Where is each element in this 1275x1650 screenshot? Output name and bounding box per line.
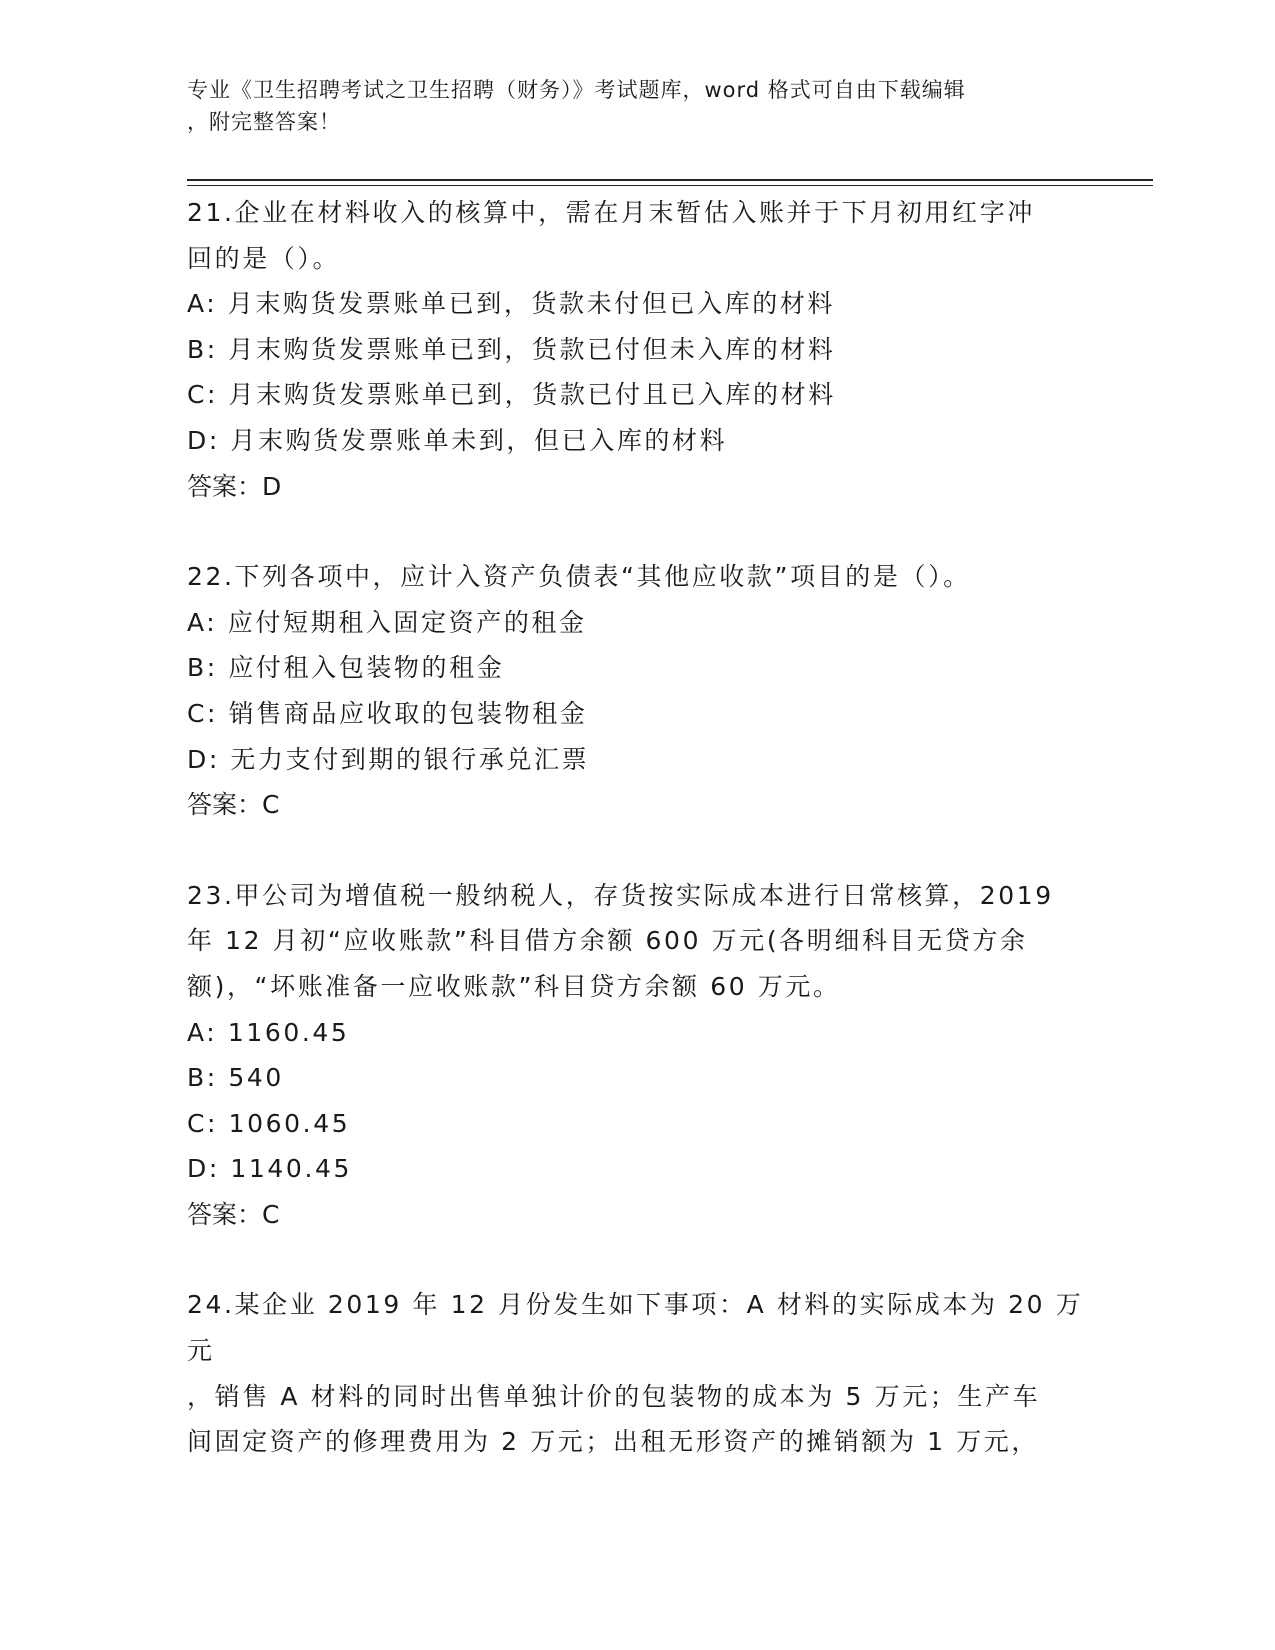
option-d: D: 1140.45 — [187, 1154, 353, 1184]
question-title-line: 24.某企业 2019 年 12 月份发生如下事项：A 材料的实际成本为 20 万元 — [187, 1290, 1084, 1366]
question-title-line: 23.甲公司为增值税一般纳税人，存货按实际成本进行日常核算，2019 — [187, 880, 1054, 910]
question-title-line: 间固定资产的修理费用为 2 万元；出租无形资产的摊销额为 1 万元， — [187, 1427, 1040, 1457]
option-a: A: 月末购货发票账单已到，货款未付但已入库的材料 — [187, 289, 836, 319]
answer: 答案：D — [187, 471, 282, 501]
answer: 答案：C — [187, 1199, 280, 1229]
question-title-line: 回的是（）。 — [187, 243, 341, 273]
question-title-line: 额)，“坏账准备一应收账款”科目贷方余额 60 万元。 — [187, 971, 841, 1001]
question-24 — [187, 1282, 1087, 1464]
option-a: A: 应付短期租入固定资产的租金 — [187, 607, 587, 637]
question-21 — [187, 190, 1087, 509]
document-header — [187, 74, 1067, 138]
question-title-line: 21.企业在材料收入的核算中，需在月末暂估入账并于下月初用红字冲 — [187, 198, 1035, 227]
question-22 — [187, 554, 1087, 828]
option-c: C: 月末购货发票账单已到，货款已付且已入库的材料 — [187, 380, 836, 410]
question-23 — [187, 873, 1087, 1238]
option-b: B: 540 — [187, 1063, 284, 1093]
option-b: B: 应付租入包装物的租金 — [187, 653, 505, 683]
option-a: A: 1160.45 — [187, 1017, 350, 1047]
header-divider-thick — [187, 179, 1153, 181]
option-d: D: 无力支付到期的银行承兑汇票 — [187, 744, 590, 774]
answer: 答案：C — [187, 790, 280, 820]
option-d: D: 月末购货发票账单未到，但已入库的材料 — [187, 425, 728, 455]
header-line-1: 专业《卫生招聘考试之卫生招聘（财务）》考试题库，word 格式可自由下载编辑 — [187, 78, 966, 102]
option-c: C: 销售商品应收取的包装物租金 — [187, 698, 588, 728]
question-title-line: ，销售 A 材料的同时出售单独计价的包装物的成本为 5 万元；生产车 — [187, 1381, 1041, 1411]
question-title-line: 22.下列各项中，应计入资产负债表“其他应收款”项目的是（）。 — [187, 562, 971, 592]
question-list — [187, 190, 1087, 1510]
header-line-2: ，附完整答案！ — [187, 110, 341, 134]
question-title-line: 年 12 月初“应收账款”科目借方余额 600 万元(各明细科目无贷方余 — [187, 926, 1028, 956]
option-b: B: 月末购货发票账单已到，货款已付但未入库的材料 — [187, 334, 836, 364]
option-c: C: 1060.45 — [187, 1108, 351, 1138]
header-divider-thin — [187, 185, 1153, 186]
